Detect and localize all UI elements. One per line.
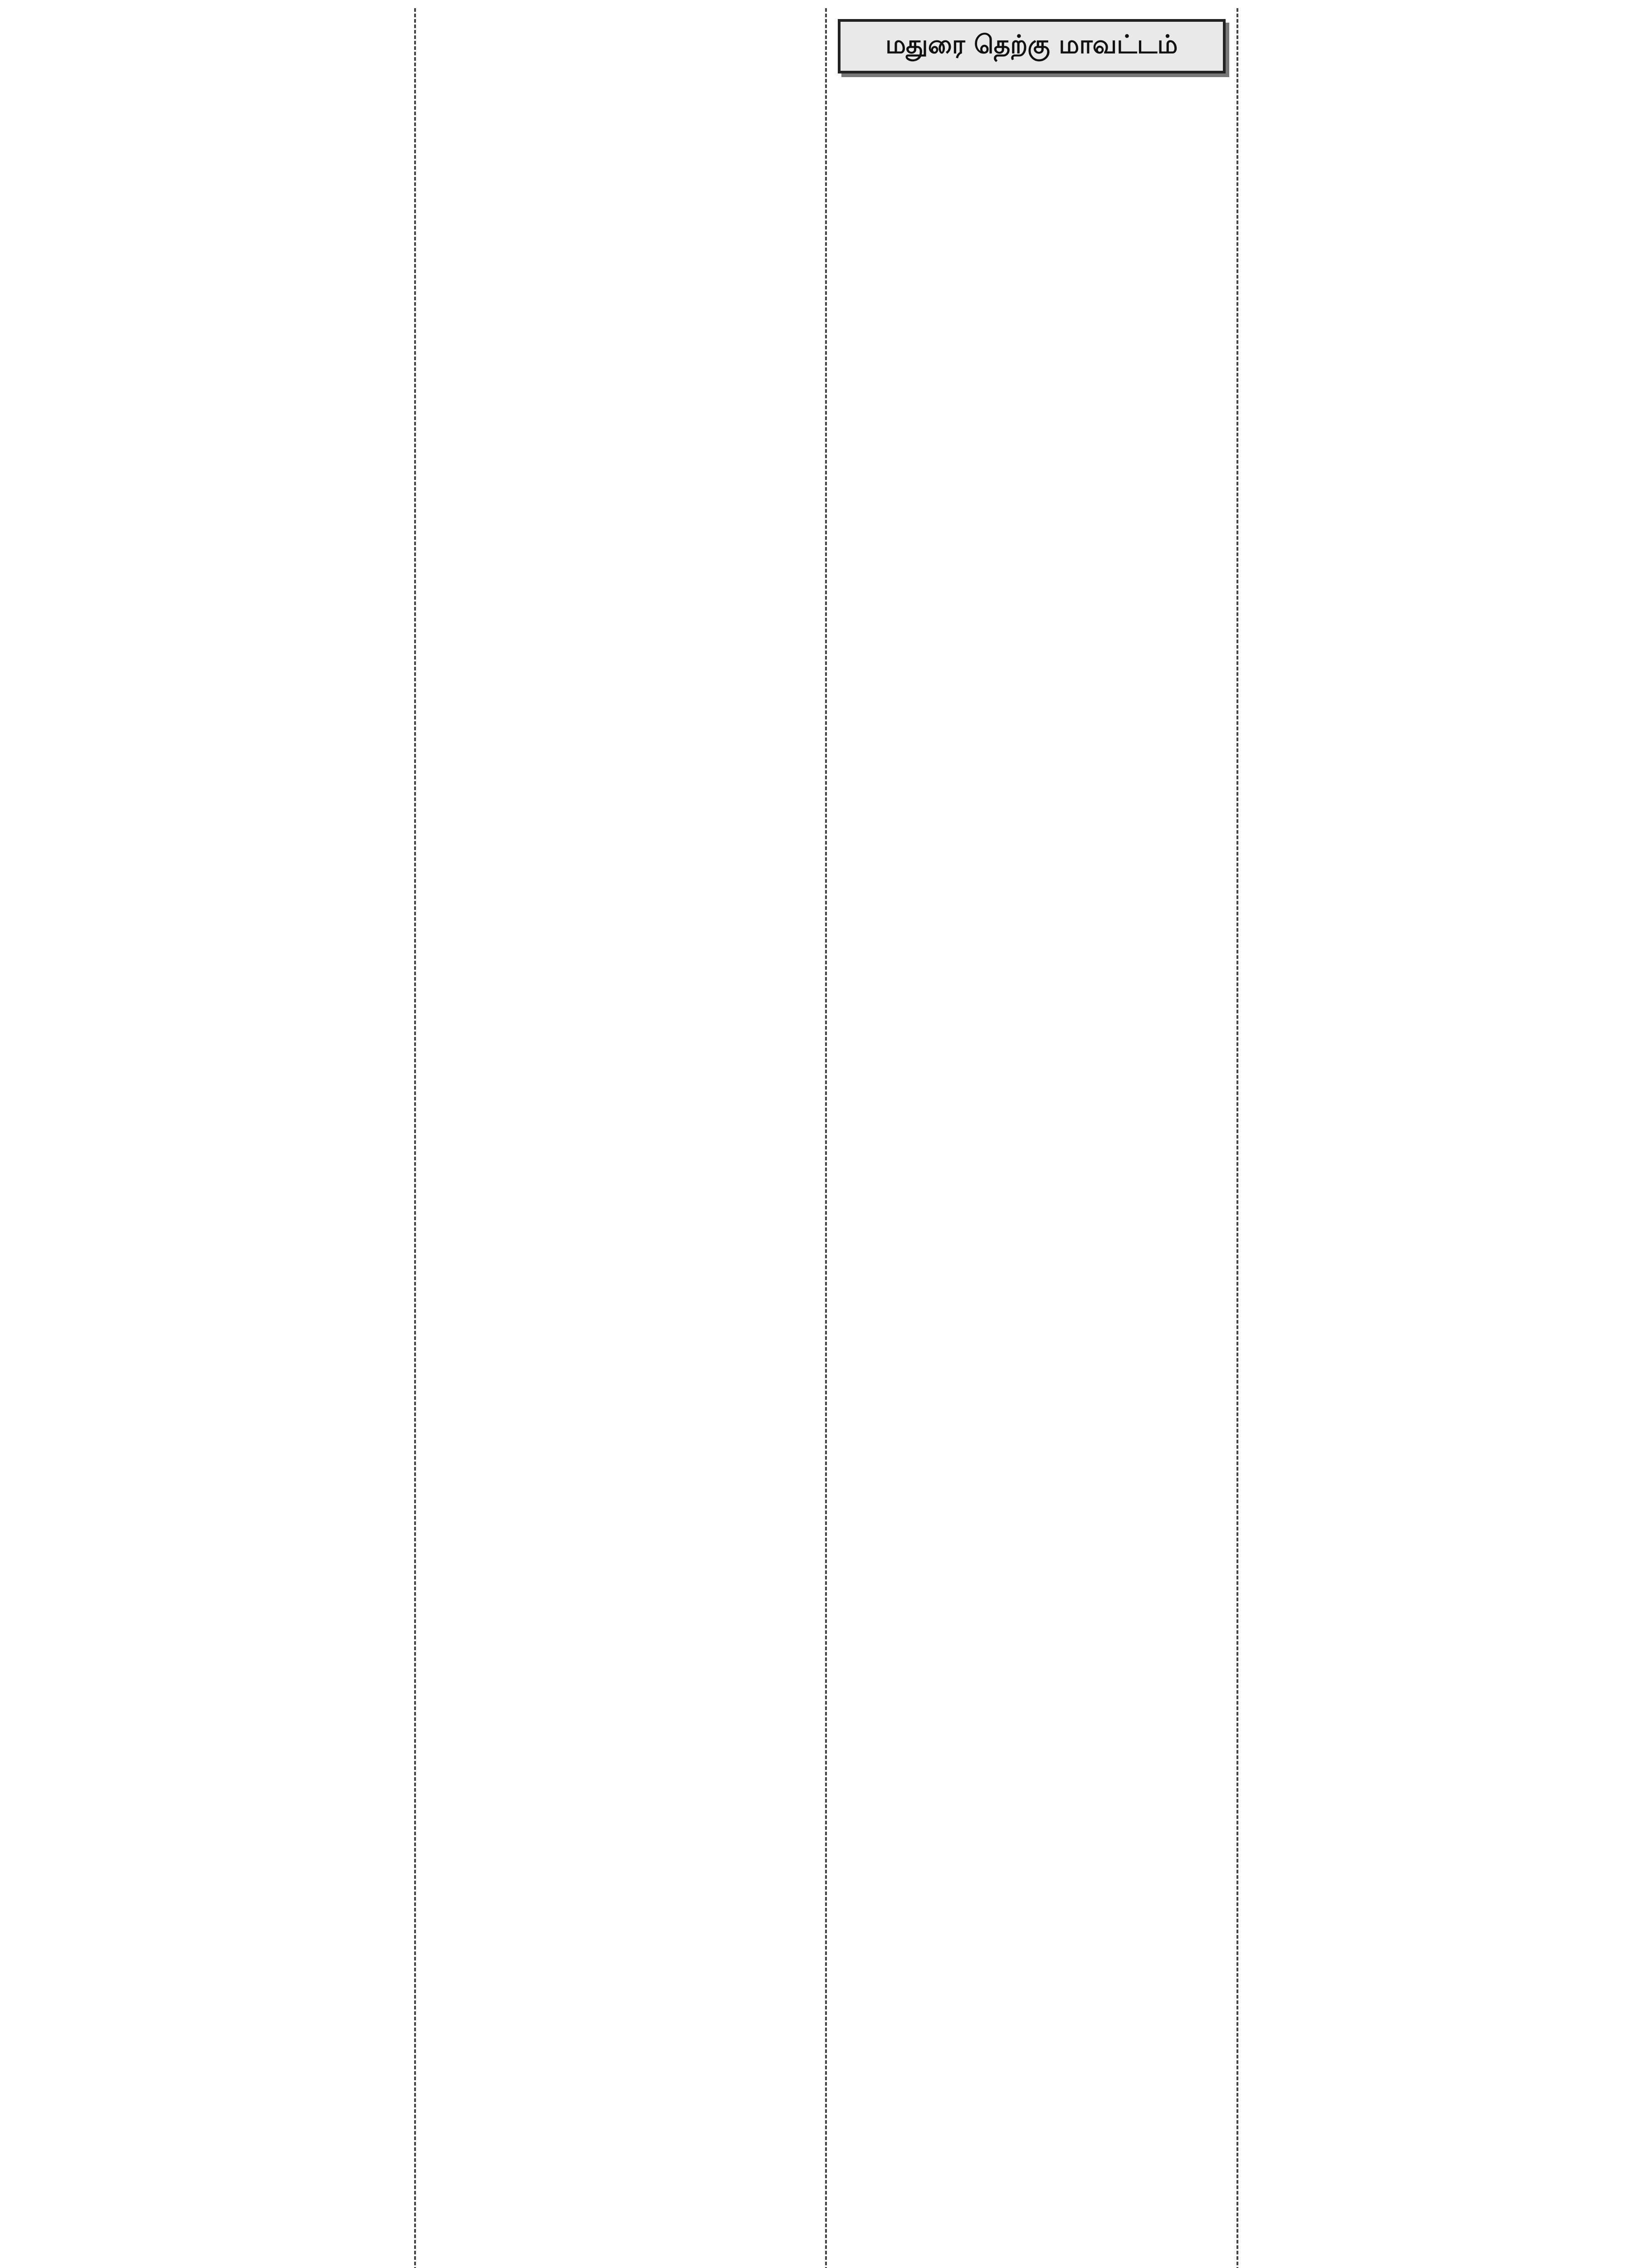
column-layout	[5, 8, 1647, 2268]
column-4	[1237, 8, 1648, 2268]
column-3	[825, 8, 1237, 2268]
column-1	[5, 8, 414, 2268]
column-2	[414, 8, 826, 2268]
district-heading: மதுரை தெற்கு மாவட்டம்	[838, 19, 1226, 73]
